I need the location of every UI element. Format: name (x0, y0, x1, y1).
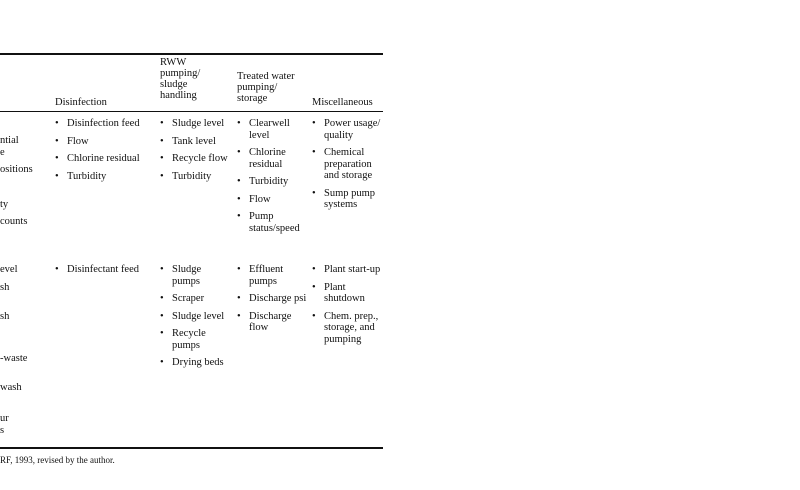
list-item: • Clearwell level (237, 118, 290, 141)
list-item: • Turbidity (237, 176, 289, 187)
list-item: • Chlorine residual (237, 147, 286, 170)
list-item: • Flow (55, 135, 89, 147)
header-treated-water: Treated water pumping/ storage (237, 71, 295, 104)
list-item: • Power usage/ quality (312, 118, 381, 141)
left-fragment: wash (0, 382, 22, 393)
list-item: • Chemical preparation and storage (312, 147, 373, 181)
left-fragment: ty (0, 199, 9, 210)
cell-disinfection-monitoring (55, 118, 155, 188)
list-item: • Pump status/speed (237, 211, 300, 234)
list-item: • Recycle pumps (160, 328, 206, 351)
left-fragment: ntial (0, 135, 19, 146)
left-fragment: -waste (0, 353, 28, 364)
left-fragment: s (0, 425, 5, 436)
list-item: • Effluent pumps (237, 264, 284, 287)
cell-treated-control (237, 264, 307, 340)
list-item: • Turbidity (55, 170, 107, 182)
left-fragment: ur (0, 413, 9, 424)
header-disinfection: Disinfection (55, 97, 107, 108)
left-fragment: e (0, 147, 5, 158)
list-item: • Disinfection feed (55, 118, 140, 129)
cell-treated-monitoring (237, 118, 307, 240)
table-top-rule (0, 53, 383, 55)
list-item: • Tank level (160, 135, 216, 147)
table-bottom-rule (0, 447, 383, 449)
list-item: • Disinfectant feed (55, 264, 140, 275)
table-header-rule (0, 111, 383, 112)
cell-misc-control (312, 264, 384, 351)
cell-misc-monitoring (312, 118, 384, 217)
left-fragment: ositions (0, 164, 33, 175)
source-note: RF, 1993, revised by the author. (0, 455, 115, 465)
list-item: • Sludge level (160, 118, 225, 129)
left-fragment: evel (0, 264, 18, 275)
list-item: • Sludge level (160, 310, 225, 322)
list-item: • Flow (237, 193, 271, 205)
list-item: • Sump pump systems (312, 187, 376, 210)
list-item: • Plant start-up (312, 264, 381, 275)
list-item: • Sludge pumps (160, 264, 202, 287)
list-item: • Recycle flow (160, 153, 228, 164)
list-item: • Turbidity (160, 170, 212, 182)
list-item: • Scraper (160, 293, 205, 304)
cell-rww-control (160, 264, 230, 375)
header-rww-pumping: RWW pumping/ sludge handling (160, 57, 201, 101)
left-fragment: sh (0, 282, 10, 293)
header-miscellaneous: Miscellaneous (312, 97, 373, 108)
list-item: • Chlorine residual (55, 153, 140, 164)
list-item: • Discharge flow (237, 310, 292, 333)
left-fragment: sh (0, 311, 10, 322)
list-item: • Plant shutdown (312, 281, 365, 304)
list-item: • Chem. prep., storage, and pumping (312, 310, 379, 345)
cell-disinfection-control (55, 264, 155, 282)
list-item: • Discharge psi (237, 293, 307, 304)
list-item: • Drying beds (160, 357, 224, 368)
cell-rww-monitoring (160, 118, 230, 188)
left-fragment: counts (0, 216, 28, 227)
